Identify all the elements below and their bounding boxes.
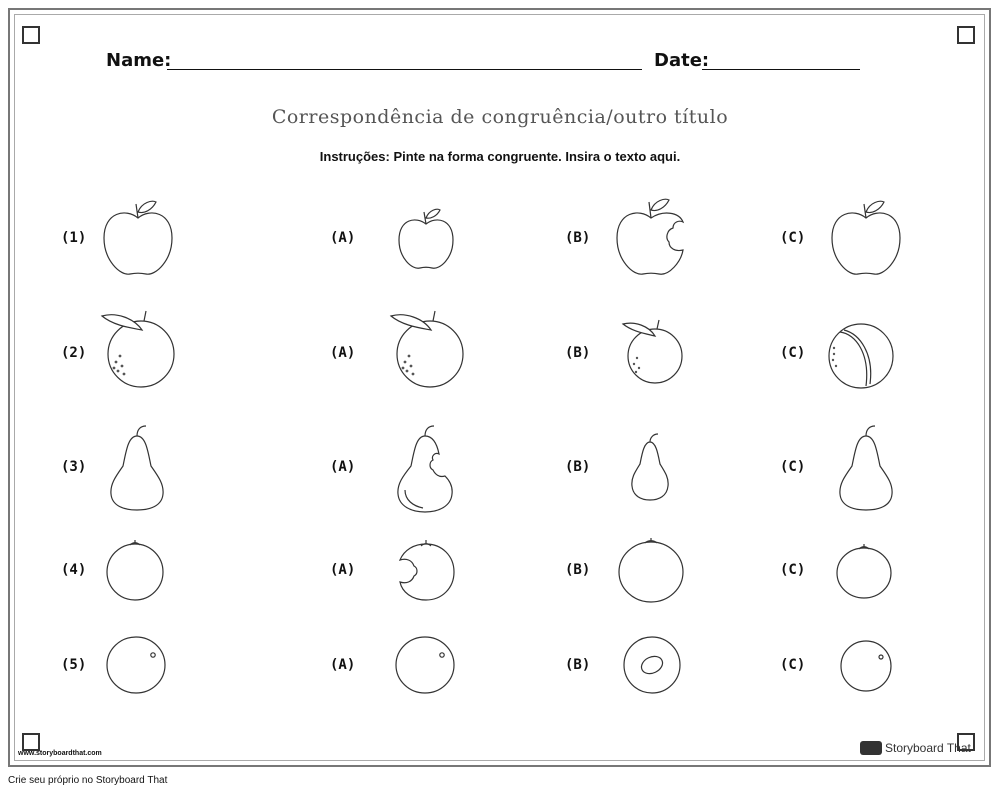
name-line[interactable]	[167, 69, 642, 70]
lime-icon[interactable]	[104, 634, 168, 696]
orange-icon[interactable]	[98, 308, 178, 388]
bitten-pear-icon[interactable]	[393, 422, 459, 514]
option-label: (A)	[330, 230, 356, 246]
option-label: (A)	[330, 459, 356, 475]
option-label: (A)	[330, 345, 356, 361]
small-tomato-icon[interactable]	[834, 542, 894, 600]
apple-icon[interactable]	[828, 198, 904, 278]
option-label: (C)	[780, 345, 806, 361]
date-label: Date:	[654, 50, 710, 71]
small-pear-icon[interactable]	[628, 432, 672, 502]
large-tomato-icon[interactable]	[616, 536, 686, 604]
donut-icon[interactable]	[621, 634, 683, 696]
date-line[interactable]	[702, 69, 860, 70]
option-label: (B)	[565, 657, 591, 673]
option-label: (C)	[780, 230, 806, 246]
option-label: (C)	[780, 459, 806, 475]
storyboard-logo-icon	[860, 741, 882, 755]
row-label: (1)	[61, 230, 87, 246]
instructions: Instruções: Pinte na forma congruente. Insira o texto aqui.	[319, 149, 681, 164]
option-label: (C)	[780, 562, 806, 578]
row-label: (2)	[61, 345, 87, 361]
apple-icon[interactable]	[100, 198, 176, 278]
option-label: (B)	[565, 345, 591, 361]
row-label: (3)	[61, 459, 87, 475]
credit-link[interactable]: Crie seu próprio no Storyboard That	[8, 775, 168, 786]
bitten-tomato-icon[interactable]	[392, 538, 458, 602]
option-label: (A)	[330, 657, 356, 673]
worksheet-title: Correspondência de congruência/outro título	[271, 106, 729, 128]
row-label: (4)	[61, 562, 87, 578]
tomato-icon[interactable]	[104, 538, 166, 602]
footer-brand-text: Storyboard That	[885, 741, 971, 755]
small-orange-icon[interactable]	[619, 318, 685, 384]
option-label: (B)	[565, 562, 591, 578]
bitten-apple-icon[interactable]	[613, 196, 689, 280]
row-label: (5)	[61, 657, 87, 673]
pear-icon[interactable]	[835, 422, 897, 512]
corner-square	[957, 26, 975, 44]
pear-icon[interactable]	[106, 422, 168, 512]
small-apple-icon[interactable]	[396, 206, 456, 272]
footer-brand	[860, 741, 971, 755]
option-label: (B)	[565, 230, 591, 246]
footer-url: www.storyboardthat.com	[18, 750, 102, 757]
option-label: (C)	[780, 657, 806, 673]
name-label: Name:	[106, 50, 172, 71]
lime-icon[interactable]	[393, 634, 457, 696]
option-label: (A)	[330, 562, 356, 578]
lime-icon[interactable]	[838, 638, 894, 694]
halved-orange-icon[interactable]	[826, 320, 896, 390]
orange-icon[interactable]	[387, 308, 467, 388]
corner-square	[22, 733, 40, 751]
corner-square	[22, 26, 40, 44]
option-label: (B)	[565, 459, 591, 475]
